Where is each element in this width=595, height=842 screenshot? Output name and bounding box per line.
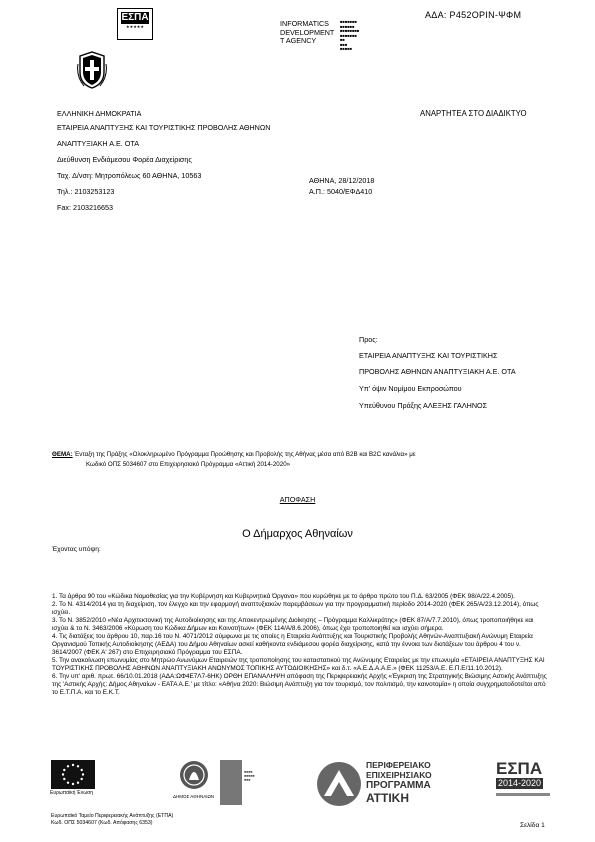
espa-footer-logo bbox=[496, 760, 554, 804]
sender-line: Διεύθυνση Ενδιάμεσου Φορέα Διαχείρισης bbox=[57, 155, 192, 164]
subject-label: ΘΕΜΑ: bbox=[52, 451, 73, 458]
eu-stars-icon bbox=[51, 760, 95, 789]
items-list bbox=[52, 593, 549, 697]
espa-footer-bar bbox=[496, 793, 550, 796]
list-item: 2. Το Ν. 4314/2014 για τη διαχείριση, τον έλεγχο και την εφαρμογή αναπτυξιακών παρεμβάσεων για την προγραμματική περίοδο 2014-2020 (ΦΕΚ 265/Α/23.12.2014), όπως ισχύει. bbox=[52, 601, 539, 616]
publish-note: ΑΝΑΡΤΗΤΕΑ ΣΤΟ ΔΙΑΔΙΚΤΥΟ bbox=[420, 109, 527, 118]
protocol-number: Α.Π.: 5040/ΕΦΔ410 bbox=[309, 187, 373, 196]
coat-of-arms-icon bbox=[76, 50, 108, 90]
recipient-line: ΠΡΟΒΟΛΗΣ ΑΘΗΝΩΝ ΑΝΑΠΤΥΞΙΑΚΗ Α.Ε. ΟΤΑ bbox=[359, 367, 516, 376]
agency-line: T AGENCY bbox=[280, 36, 317, 45]
eu-label: Ευρωπαϊκή Ένωση bbox=[50, 790, 93, 796]
agency-line: DEVELOPMENT bbox=[280, 27, 335, 37]
document-date: ΑΘΗΝΑ, 28/12/2018 bbox=[309, 176, 375, 185]
agency-small-print: ■■■■■■■ ■■■■■■ ■■■■■■■■ ■■■■■■■ ■■ ■■■ ■■■■■ bbox=[340, 19, 360, 51]
having-regard: Έχοντας υπόψη: bbox=[52, 546, 101, 553]
region-line: ΕΠΙΧΕΙΡΗΣΙΑΚΟ bbox=[366, 770, 432, 780]
date-ref-block bbox=[309, 175, 374, 197]
athena-org-small: ■■■■ ■■■■■ ■■■ bbox=[244, 770, 255, 782]
eu-flag-logo bbox=[51, 760, 95, 789]
subject-text-2: Κωδικό ΟΠΣ 5034607 στο Επιχειρησιακό Πρόγραμμα «Αττική 2014-2020» bbox=[86, 461, 291, 468]
fund-info bbox=[51, 813, 173, 827]
espa-footer-years: 2014-2020 bbox=[498, 778, 542, 788]
espa-footer-title: ΕΣΠΑ bbox=[496, 759, 543, 778]
sender-line: ΑΝΑΠΤΥΞΙΑΚΗ Α.Ε. ΟΤΑ bbox=[57, 139, 140, 148]
espa-top-logo bbox=[117, 8, 153, 40]
recipient-line: Υπ' όψιν Νομίμου Εκπροσώπου bbox=[359, 384, 462, 393]
athens-logo bbox=[173, 760, 215, 800]
agency-line: INFORMATICS bbox=[280, 19, 329, 28]
sender-line: ΕΛΛΗΝΙΚΗ ΔΗΜΟΚΡΑΤΙΑ bbox=[57, 109, 142, 118]
mayor-title: Ο Δήμαρχος Αθηναίων bbox=[242, 528, 353, 540]
athena-org-logo bbox=[220, 760, 272, 805]
region-line: ΠΡΟΓΡΑΜΜΑ bbox=[366, 780, 431, 791]
recipient-line: Προς: bbox=[359, 335, 378, 344]
fund-line: Ευρωπαϊκό Ταμείο Περιφερειακής Ανάπτυξης (ΕΤΠΑ) bbox=[51, 813, 174, 819]
espa-top-logo-stars: ★★★★★ bbox=[126, 24, 144, 29]
recipient-block bbox=[359, 332, 516, 414]
ada-code: ΑΔΑ: Ρ452ΟΡΙΝ-ΨΦΜ bbox=[425, 10, 522, 20]
subject-block bbox=[52, 450, 552, 470]
list-item: 5. Την ανακοίνωση επωνυμίας στο Μητρώο Ανωνύμων Εταιρειών της τροποποίησης του καταστατικού της Ανώνυμης Εταιρείας με την επωνυμία «ΕΤΑΙΡΕΙΑ ΑΝΑΠΤΥΞΗΣ ΚΑΙ ΤΟΥΡΙΣΤΙΚΗΣ ΠΡΟΒΟΛΗΣ ΑΘΗΝΩΝ ΑΝΑΠΤΥΞΙΑΚΗ ΑΝΩΝΥΜΟΣ ΤΟΠΙΚΗΣ ΑΥΤΟΔΙΟΙΚΗΣΗΣ» και δ.τ. «Α.Ε.Δ.Α.Α.Ε.» (ΦΕΚ 11253/Α.Ε. Ε.Π.Ε/11.10.2012). bbox=[52, 657, 545, 672]
athena-emblem-icon bbox=[177, 760, 211, 792]
attica-program-block bbox=[366, 760, 472, 805]
fund-line: Κωδ. ΟΠΣ 5034607 (Κωδ. Απόφασης 6353) bbox=[51, 820, 153, 826]
list-item: 4. Τις διατάξεις του άρθρου 10, παρ.16 του Ν. 4071/2012 σύμφωνα με τις οποίες η Εταιρεία Ανάπτυξης και Τουριστικής Προβολής Αθηνών-Αναπτυξιακή Ανώνυμη Εταιρεία Οργανισμού Τοπικής Αυτοδιοίκησης (ΑΕΔΑ) του Δήμου Αθηναίων ασκεί καθήκοντα ενδιάμεσου φορέα διαχείρισης, κατά την έννοια των διατάξεων του άρθρου 4 του ν. 3614/2007 (ΦΕΚ Α' 267) στο Επιχειρησιακό Πρόγραμμα του ΕΣΠΑ. bbox=[52, 633, 533, 656]
recipient-line: Υπεύθυνου Πράξης ΑΛΕΞΗΣ ΓΑΛΗΝΟΣ bbox=[359, 401, 488, 410]
athena-org-block bbox=[220, 760, 242, 805]
sender-line: ΕΤΑΙΡΕΙΑ ΑΝΑΠΤΥΞΗΣ ΚΑΙ ΤΟΥΡΙΣΤΙΚΗΣ ΠΡΟΒΟΛΗΣ ΑΘΗΝΩΝ bbox=[57, 123, 271, 132]
attica-region-icon bbox=[314, 760, 364, 808]
sender-line: Τηλ.: 2103253123 bbox=[57, 187, 115, 196]
page-number: Σελίδα 1 bbox=[520, 822, 545, 829]
list-item: 6. Την υπ' αριθ. πρωτ. 66/10.01.2018 (ΑΔΑ:ΩΦ4Ε7Λ7-6ΗΚ) ΟΡΘΗ ΕΠΑΝΑΛΗΨΗ απόφαση της Περιφερειακής Αρχής «Έγκριση της Στρατηγικής Βιώσιμης Αστικής Ανάπτυξης της 'Αστικής Αρχής: Δήμος Αθηναίων - ΕΑΤΑ Α.Ε.' με τίτλο: «Αθήνα 2020: Βιώσιμη Ανάπτυξη για τον τουρισμό, τον πολιτισμό, την καινοτομία» η οποία συγχρηματοδοτείται από το Ε.Τ.Π.Α. και το Ε.Κ.Τ. bbox=[52, 673, 547, 696]
recipient-line: ΕΤΑΙΡΕΙΑ ΑΝΑΠΤΥΞΗΣ ΚΑΙ ΤΟΥΡΙΣΤΙΚΗΣ bbox=[359, 351, 498, 360]
espa-top-logo-text: ΕΣΠΑ bbox=[121, 12, 149, 23]
region-line: ΠΕΡΙΦΕΡΕΙΑΚΟ bbox=[366, 760, 431, 770]
list-item: 3. Το Ν. 3852/2010 «Νέα Αρχιτεκτονική της Αυτοδιοίκησης και της Αποκεντρωμένης Διοίκησης – Πρόγραμμα Καλλικράτης» (ΦΕΚ 87/Α/7.7.2010), όπως τροποποιήθηκε και ισχύει & το Ν. 3463/2006 «Κύρωση του Κώδικα Δήμων και Κοινοτήτων» (ΦΕΚ 114/Α/8.6.2006), όπως έχει τροποποιηθεί και ισχύει σήμερα. bbox=[52, 617, 534, 632]
sender-line: Fax: 2103216653 bbox=[57, 203, 113, 212]
region-line: ΑΤΤΙΚΗ bbox=[366, 791, 409, 805]
sender-line: Ταχ. Δ/νση: Μητροπόλεως 60 ΑΘΗΝΑ, 10563 bbox=[57, 171, 202, 180]
sender-block bbox=[57, 107, 270, 216]
subject-text: Ένταξη της Πράξης «Ολοκληρωμένο Πρόγραμμα Προώθησης και Προβολής της Αθήνας μέσα από B2B και B2C κανάλια» με bbox=[72, 451, 416, 458]
list-item: 1. Τα άρθρα 90 του «Κώδικα Νομοθεσίας για την Κυβέρνηση και Κυβερνητικά Όργανα» που κυρώθηκε με το άρθρο πρώτο του Π.Δ. 63/2005 (ΦΕΚ 98/Α/22.4.2005). bbox=[52, 593, 515, 600]
athens-label: ΔΗΜΟΣ ΑΘΗΝΑΙΩΝ bbox=[173, 794, 215, 799]
decision-title: ΑΠΟΦΑΣΗ bbox=[279, 495, 316, 504]
